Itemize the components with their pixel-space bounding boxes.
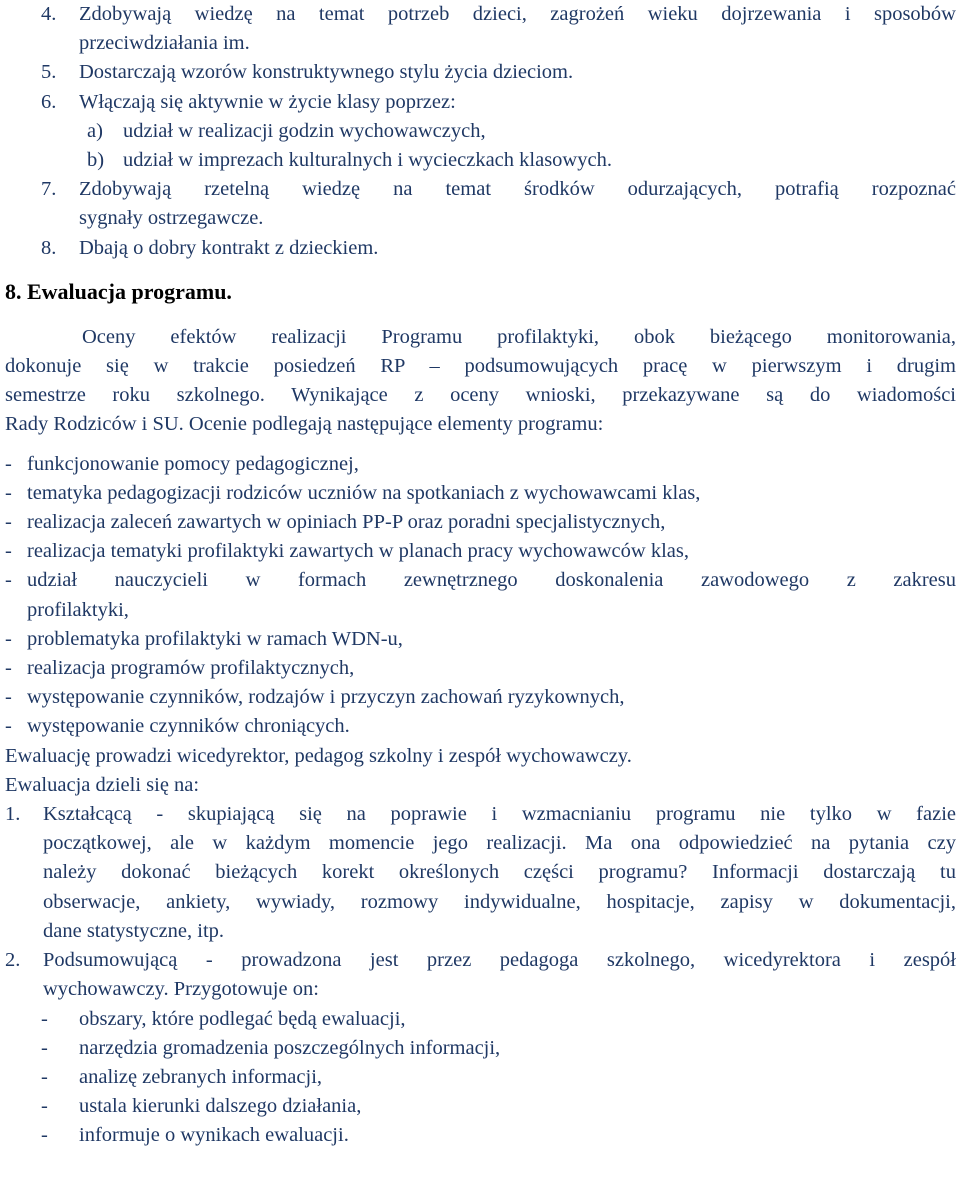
list-text: ustala kierunki dalszego działania,	[79, 1095, 362, 1118]
list-item	[5, 1034, 956, 1063]
list-text: analizę zebranych informacji,	[79, 1065, 323, 1088]
list-text: realizacja zaleceń zawartych w opiniach PP-P oraz poradni specjalistycznych,	[27, 511, 666, 534]
section-paragraph	[5, 323, 956, 440]
list-number: 4.	[41, 3, 57, 25]
list-item	[5, 946, 956, 975]
divided-text: Ewaluacja dzieli się na:	[5, 773, 200, 796]
list-item	[5, 234, 956, 263]
list-dash: -	[5, 452, 12, 475]
list-text: Włączają się aktywnie w życie klasy poprzez:	[79, 90, 456, 113]
list-item	[5, 566, 956, 595]
list-text: udział nauczycieli w formach zewnętrznego doskonalenia zawodowego z zakresu	[27, 569, 956, 592]
list-text: Kształcącą - skupiającą się na poprawie i wzmacnianiu programu nie tylko w fazie	[43, 803, 956, 826]
list-item	[5, 683, 956, 712]
sub-list-letter: a)	[87, 119, 103, 142]
sub-list-letter: b)	[87, 149, 105, 172]
list-item	[5, 508, 956, 537]
section-heading: 8. Ewaluacja programu.	[5, 278, 232, 304]
list-dash: -	[5, 657, 12, 680]
list-item	[5, 175, 956, 204]
list-text: Zdobywają wiedzę na temat potrzeb dzieci, zagrożeń wieku dojrzewania i sposobów	[79, 3, 956, 25]
list-text-continued: dane statystyczne, itp.	[43, 919, 225, 942]
list-number: 6.	[41, 90, 57, 113]
list-text: realizacja tematyki profilaktyki zawartych w planach pracy wychowawców klas,	[27, 540, 689, 563]
list-item	[5, 654, 956, 683]
list-text: narzędzia gromadzenia poszczególnych informacji,	[79, 1036, 501, 1059]
list-number: 1.	[5, 803, 21, 826]
list-text: informuje o wynikach ewaluacji.	[79, 1124, 349, 1147]
list-text: funkcjonowanie pomocy pedagogicznej,	[27, 452, 359, 475]
list-text: występowanie czynników chroniących.	[27, 715, 350, 738]
top-list	[5, 0, 956, 263]
list-text-continued: początkowej, ale w każdym momencie jego realizacji. Ma ona odpowiedzieć na pytania czy	[43, 832, 956, 855]
list-dash: -	[5, 511, 12, 534]
paragraph-line: Oceny efektów realizacji Programu profilaktyki, obok bieżącego monitorowania,	[82, 325, 956, 348]
list-item	[5, 0, 956, 29]
paragraph-text: dokonuje się w trakcie posiedzeń RP – podsumowujących pracę w pierwszym i drugim	[5, 355, 956, 378]
paragraph-text: Ocenie podlegają następujące elementy programu:	[188, 413, 604, 436]
sub-list-text: udział w realizacji godzin wychowawczych,	[123, 119, 486, 142]
list-text-continued: wychowawczy. Przygotowuje on:	[43, 978, 319, 1001]
list-dash: -	[5, 540, 12, 563]
list-number: 2.	[5, 949, 21, 972]
list-text-continued: obserwacje, ankiety, wywiady, rozmowy indywidualne, hospitacje, zapisy w dokumentacji,	[43, 890, 956, 913]
list-dash: -	[5, 481, 12, 504]
conducted-by-text: Ewaluację prowadzi wicedyrektor, pedagog szkolny i zespół wychowawczy.	[5, 744, 632, 767]
list-number: 7.	[41, 178, 57, 201]
list-text: realizacja programów profilaktycznych,	[27, 657, 355, 680]
list-text: Dostarczają wzorów konstruktywnego stylu życia dzieciom.	[79, 61, 574, 84]
list-item	[5, 88, 956, 117]
list-text: obszary, które podlegać będą ewaluacji,	[79, 1007, 406, 1030]
list-dash: -	[41, 1065, 48, 1088]
list-item	[5, 625, 956, 654]
list-item	[5, 800, 956, 829]
elements-list	[5, 450, 956, 742]
list-text: tematyka pedagogizacji rodziców uczniów na spotkaniach z wychowawcami klas,	[27, 481, 701, 504]
list-dash: -	[41, 1095, 48, 1118]
list-text: problematyka profilaktyki w ramach WDN-u,	[27, 627, 403, 650]
list-dash: -	[41, 1007, 48, 1030]
list-item	[5, 1063, 956, 1092]
list-text-continued: przeciwdziałania im.	[79, 32, 250, 55]
list-number: 8.	[41, 236, 57, 259]
list-text: występowanie czynników, rodzajów i przyczyn zachowań ryzykownych,	[27, 686, 625, 709]
list-dash: -	[41, 1036, 48, 1059]
list-dash: -	[5, 686, 12, 709]
paragraph-line: semestrze roku szkolnego. Wynikające z oceny wnioski, przekazywane są do wiadomości	[5, 384, 956, 407]
list-text: Zdobywają rzetelną wiedzę na temat środków odurzających, potrafią rozpoznać	[79, 178, 956, 201]
list-item	[5, 58, 956, 87]
list-item	[5, 450, 956, 479]
list-text-continued: należy dokonać bieżących korekt określonych części programu? Informacji dostarczają tu	[43, 861, 956, 884]
paragraph-line	[5, 352, 956, 381]
list-text-continued: profilaktyki,	[27, 598, 129, 621]
sub-list-item	[5, 146, 956, 175]
list-dash: -	[41, 1124, 48, 1147]
list-dash: -	[5, 569, 12, 592]
paragraph-line	[5, 410, 956, 439]
list-item	[5, 1005, 956, 1034]
list-item	[5, 1092, 956, 1121]
list-item	[5, 537, 956, 566]
sub-list-text: udział w imprezach kulturalnych i wycieczkach klasowych.	[123, 149, 612, 172]
list-item	[5, 479, 956, 508]
list-dash: -	[5, 627, 12, 650]
paragraph-text: Rady Rodziców i SU.	[5, 413, 184, 436]
list-number: 5.	[41, 61, 57, 84]
list-text-continued: sygnały ostrzegawcze.	[79, 207, 264, 230]
evaluation-type-2	[5, 946, 956, 1150]
evaluation-type-1	[5, 800, 956, 946]
list-item	[5, 1121, 956, 1150]
list-item	[5, 712, 956, 741]
list-text: Podsumowującą - prowadzona jest przez pedagoga szkolnego, wicedyrektora i zespół	[43, 949, 956, 972]
list-text: Dbają o dobry kontrakt z dzieckiem.	[79, 236, 379, 259]
list-dash: -	[5, 715, 12, 738]
sub-list-item	[5, 117, 956, 146]
